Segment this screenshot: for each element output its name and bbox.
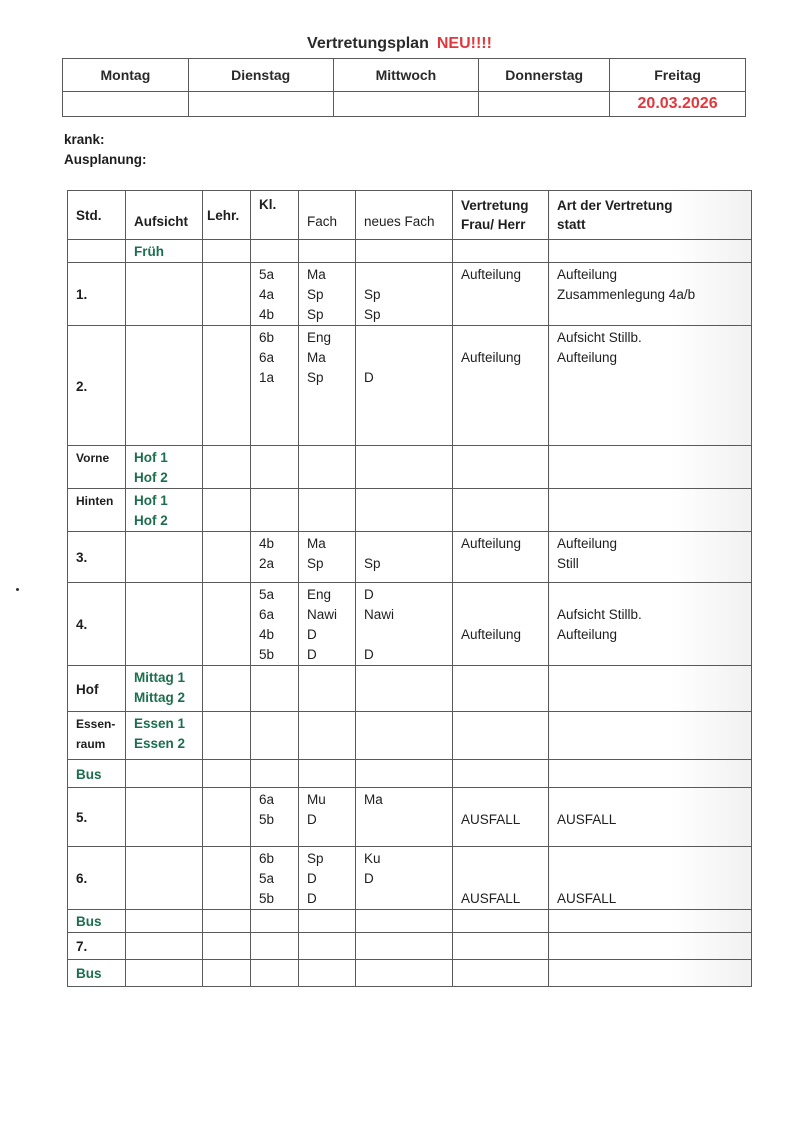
date-tuesday — [188, 92, 333, 117]
table-row — [68, 712, 752, 760]
cell-kl: 4b 2a — [251, 532, 299, 583]
cell-lehr — [203, 446, 251, 489]
col-aufsicht: Aufsicht — [126, 191, 203, 240]
cell-std: Bus — [68, 760, 126, 788]
cell-kl — [251, 712, 299, 760]
cell-kl — [251, 933, 299, 960]
day-thursday: Donnerstag — [479, 59, 610, 92]
cell-fach — [299, 240, 356, 263]
cell-kl — [251, 446, 299, 489]
col-art: Art der Vertretung statt — [549, 191, 752, 240]
cell-art: Aufsicht Stillb. Aufteilung — [549, 583, 752, 666]
col-fach: Fach — [299, 191, 356, 240]
cell-vertretung — [453, 910, 549, 933]
cell-aufsicht — [126, 788, 203, 847]
cell-art — [549, 240, 752, 263]
table-row — [68, 532, 752, 583]
day-friday: Freitag — [610, 59, 746, 92]
cell-neu — [356, 240, 453, 263]
cell-kl: 5a 4a 4b — [251, 263, 299, 326]
cell-art — [549, 960, 752, 987]
cell-aufsicht — [126, 263, 203, 326]
cell-kl — [251, 489, 299, 532]
title-text: Vertretungsplan — [307, 35, 429, 52]
cell-art — [549, 446, 752, 489]
cell-aufsicht: Essen 1 Essen 2 — [126, 712, 203, 760]
cell-vertretung — [453, 240, 549, 263]
cell-neu — [356, 960, 453, 987]
cell-fach — [299, 446, 356, 489]
cell-neu: Ma — [356, 788, 453, 847]
cell-vertretung — [453, 446, 549, 489]
cell-vertretung — [453, 760, 549, 788]
cell-fach — [299, 760, 356, 788]
cell-lehr — [203, 960, 251, 987]
date-friday: 20.03.2026 — [610, 92, 746, 117]
table-row — [68, 910, 752, 933]
cell-aufsicht: Mittag 1 Mittag 2 — [126, 666, 203, 712]
cell-kl — [251, 666, 299, 712]
cell-lehr — [203, 847, 251, 910]
cell-vertretung — [453, 960, 549, 987]
cell-art — [549, 489, 752, 532]
cell-aufsicht — [126, 847, 203, 910]
cell-fach — [299, 489, 356, 532]
cell-art: Aufteilung Zusammenlegung 4a/b — [549, 263, 752, 326]
weekday-date-row — [63, 92, 746, 117]
scan-speck — [16, 588, 19, 591]
page-title — [0, 35, 799, 53]
cell-vertretung — [453, 666, 549, 712]
cell-aufsicht: Hof 1 Hof 2 — [126, 489, 203, 532]
table-row — [68, 326, 752, 446]
cell-vertretung: Aufteilung — [453, 532, 549, 583]
cell-kl: 6b 6a 1a — [251, 326, 299, 446]
cell-vertretung — [453, 712, 549, 760]
cell-fach: Sp D D — [299, 847, 356, 910]
cell-vertretung: AUSFALL — [453, 788, 549, 847]
table-row — [68, 446, 752, 489]
col-vertretung: Vertretung Frau/ Herr — [453, 191, 549, 240]
cell-kl: 6b 5a 5b — [251, 847, 299, 910]
cell-aufsicht — [126, 910, 203, 933]
date-monday — [63, 92, 189, 117]
cell-neu: D Nawi D — [356, 583, 453, 666]
cell-neu — [356, 712, 453, 760]
cell-neu — [356, 933, 453, 960]
cell-std: Hinten — [68, 489, 126, 532]
cell-lehr — [203, 760, 251, 788]
cell-neu — [356, 666, 453, 712]
cell-std: 2. — [68, 326, 126, 446]
cell-lehr — [203, 240, 251, 263]
cell-fach — [299, 960, 356, 987]
table-row — [68, 760, 752, 788]
cell-vertretung: AUSFALL — [453, 847, 549, 910]
table-header-row — [68, 191, 752, 240]
cell-aufsicht: Früh — [126, 240, 203, 263]
cell-fach: Ma Sp — [299, 532, 356, 583]
cell-neu — [356, 760, 453, 788]
cell-aufsicht — [126, 326, 203, 446]
cell-fach — [299, 666, 356, 712]
cell-vertretung: Aufteilung — [453, 326, 549, 446]
cell-std: Bus — [68, 960, 126, 987]
col-kl: Kl. — [251, 191, 299, 240]
cell-art — [549, 760, 752, 788]
substitution-table — [67, 190, 752, 987]
cell-vertretung: Aufteilung — [453, 583, 549, 666]
cell-lehr — [203, 263, 251, 326]
ausplanung-label: Ausplanung: — [64, 152, 147, 167]
cell-vertretung: Aufteilung — [453, 263, 549, 326]
cell-std: 3. — [68, 532, 126, 583]
new-badge: NEU!!!! — [436, 35, 492, 52]
cell-art: Aufteilung Still — [549, 532, 752, 583]
cell-std: Hof — [68, 666, 126, 712]
table-row — [68, 933, 752, 960]
cell-art — [549, 933, 752, 960]
col-std: Std. — [68, 191, 126, 240]
cell-art: AUSFALL — [549, 788, 752, 847]
cell-aufsicht — [126, 760, 203, 788]
cell-aufsicht — [126, 583, 203, 666]
cell-fach: Ma Sp Sp — [299, 263, 356, 326]
table-row — [68, 263, 752, 326]
cell-kl — [251, 760, 299, 788]
cell-kl — [251, 240, 299, 263]
cell-fach — [299, 933, 356, 960]
krank-label: krank: — [64, 132, 105, 147]
cell-art — [549, 666, 752, 712]
cell-lehr — [203, 583, 251, 666]
table-row — [68, 489, 752, 532]
cell-aufsicht — [126, 933, 203, 960]
cell-fach: Eng Ma Sp — [299, 326, 356, 446]
cell-neu: Ku D — [356, 847, 453, 910]
table-row — [68, 583, 752, 666]
cell-aufsicht — [126, 960, 203, 987]
cell-std: 1. — [68, 263, 126, 326]
table-row — [68, 788, 752, 847]
cell-neu: Sp — [356, 532, 453, 583]
cell-std: Essen- raum — [68, 712, 126, 760]
cell-std: 6. — [68, 847, 126, 910]
cell-art — [549, 712, 752, 760]
cell-art — [549, 910, 752, 933]
cell-lehr — [203, 532, 251, 583]
cell-kl: 6a 5b — [251, 788, 299, 847]
cell-art: AUSFALL — [549, 847, 752, 910]
cell-std: 7. — [68, 933, 126, 960]
cell-vertretung — [453, 933, 549, 960]
cell-vertretung — [453, 489, 549, 532]
col-neues-fach: neues Fach — [356, 191, 453, 240]
cell-kl: 5a 6a 4b 5b — [251, 583, 299, 666]
cell-fach: Eng Nawi D D — [299, 583, 356, 666]
cell-lehr — [203, 910, 251, 933]
table-row — [68, 847, 752, 910]
cell-std: 4. — [68, 583, 126, 666]
cell-std: 5. — [68, 788, 126, 847]
cell-std — [68, 240, 126, 263]
date-thursday — [479, 92, 610, 117]
day-monday: Montag — [63, 59, 189, 92]
cell-fach — [299, 910, 356, 933]
cell-art: Aufsicht Stillb. Aufteilung — [549, 326, 752, 446]
cell-lehr — [203, 489, 251, 532]
cell-aufsicht — [126, 532, 203, 583]
cell-neu: Sp Sp — [356, 263, 453, 326]
date-wednesday — [333, 92, 479, 117]
cell-lehr — [203, 933, 251, 960]
cell-neu — [356, 446, 453, 489]
cell-kl — [251, 960, 299, 987]
cell-lehr — [203, 326, 251, 446]
cell-std: Bus — [68, 910, 126, 933]
cell-lehr — [203, 788, 251, 847]
cell-neu — [356, 910, 453, 933]
day-tuesday: Dienstag — [188, 59, 333, 92]
cell-neu: D — [356, 326, 453, 446]
day-wednesday: Mittwoch — [333, 59, 479, 92]
cell-fach — [299, 712, 356, 760]
table-row — [68, 960, 752, 987]
weekday-header-row — [63, 59, 746, 92]
cell-aufsicht: Hof 1 Hof 2 — [126, 446, 203, 489]
cell-lehr — [203, 712, 251, 760]
col-lehr: Lehr. — [203, 191, 251, 240]
cell-fach: Mu D — [299, 788, 356, 847]
cell-kl — [251, 910, 299, 933]
cell-neu — [356, 489, 453, 532]
cell-std: Vorne — [68, 446, 126, 489]
table-row — [68, 240, 752, 263]
weekday-table — [62, 58, 746, 117]
table-row — [68, 666, 752, 712]
cell-lehr — [203, 666, 251, 712]
